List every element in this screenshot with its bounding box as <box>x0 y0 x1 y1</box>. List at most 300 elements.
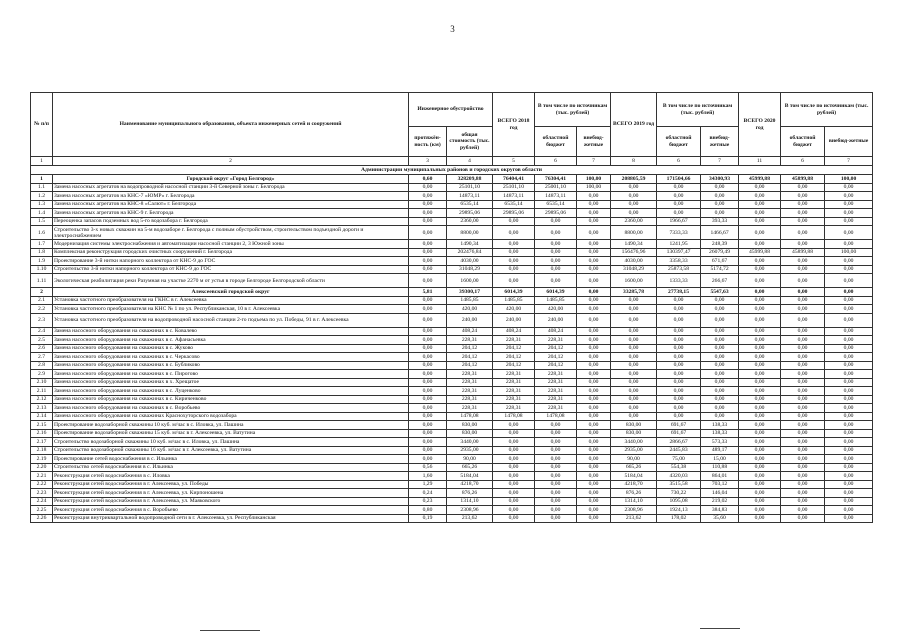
row-value: 0,00 <box>781 192 825 201</box>
row-value: 0,00 <box>409 200 447 209</box>
row-value: 0,00 <box>535 489 577 498</box>
row-value: 0,00 <box>493 226 535 240</box>
row-value: 0,19 <box>409 514 447 523</box>
row-value: 248,39 <box>701 240 739 249</box>
row-value: 26079,49 <box>701 248 739 257</box>
header-regional-2020: областной бюджет <box>781 127 825 157</box>
row-value: 0,00 <box>535 265 577 274</box>
row-name: Замена насосных агрегатов на КНС-7 «ЮМР» г. Белгорода <box>53 192 409 201</box>
row-value: 0,00 <box>611 378 657 387</box>
row-value: 0,00 <box>535 446 577 455</box>
row-value: 90,00 <box>611 455 657 464</box>
row-name: Реконструкция внутриквартальной водопроводной сети в г. Алексеевка, ул. Республиканская <box>53 514 409 523</box>
row-value: 0,00 <box>739 361 781 370</box>
row-value: 0,00 <box>409 336 447 345</box>
row-value: 0,00 <box>739 313 781 327</box>
row-value: 0,00 <box>493 429 535 438</box>
row-value: 228,31 <box>535 395 577 404</box>
row-value: 2935,00 <box>447 446 493 455</box>
row-value: 0,00 <box>739 455 781 464</box>
row-value: 228,31 <box>535 404 577 413</box>
row-value: 0,00 <box>825 353 873 362</box>
row-value: 228,31 <box>447 395 493 404</box>
row-value: 6014,39 <box>493 288 535 297</box>
row-name: Строительство 3-х новых скважин на 5-м водозаборе г. Белгорода с полным обустройством, строительством подъездной дороги и электроснабжением <box>53 226 409 240</box>
table-row <box>31 497 873 506</box>
row-value: 0,00 <box>657 353 701 362</box>
row-value: 0,23 <box>409 497 447 506</box>
row-name: Реконструкция сетей водоснабжения в с. Иловка <box>53 472 409 481</box>
row-value: 0,00 <box>409 183 447 192</box>
row-number: 2.4 <box>31 327 53 336</box>
row-value: 0,00 <box>781 480 825 489</box>
row-value: 0,00 <box>701 344 739 353</box>
row-value: 100,00 <box>825 175 873 184</box>
row-value: 138,33 <box>701 429 739 438</box>
row-value: 0,00 <box>781 257 825 266</box>
row-value: 0,00 <box>739 404 781 413</box>
row-value: 0,00 <box>577 361 611 370</box>
row-value: 0,00 <box>535 257 577 266</box>
row-value: 0,00 <box>781 438 825 447</box>
row-value: 408,24 <box>447 327 493 336</box>
scan-mark <box>700 628 740 629</box>
row-number: 2.22 <box>31 480 53 489</box>
table-row <box>31 209 873 218</box>
row-value: 0,00 <box>701 387 739 396</box>
row-value: 76404,41 <box>493 175 535 184</box>
row-value: 0,00 <box>611 336 657 345</box>
row-value: 27738,15 <box>657 288 701 297</box>
table-row <box>31 463 873 472</box>
row-value: 420,00 <box>535 305 577 314</box>
row-value: 240,00 <box>535 313 577 327</box>
row-value: 0,00 <box>535 480 577 489</box>
row-value: 204,12 <box>535 344 577 353</box>
row-number: 1.1 <box>31 183 53 192</box>
row-value: 0,00 <box>409 344 447 353</box>
row-value: 1,60 <box>409 472 447 481</box>
row-value: 0,00 <box>657 192 701 201</box>
row-value: 0,00 <box>825 404 873 413</box>
row-value: 6535,14 <box>535 200 577 209</box>
row-number: 1.6 <box>31 226 53 240</box>
row-value: 1600,00 <box>447 274 493 288</box>
row-value: 0,00 <box>409 217 447 226</box>
row-value: 0,00 <box>611 412 657 421</box>
header-extra-2020: внебюд-жетные <box>825 127 873 157</box>
row-value: 0,00 <box>825 378 873 387</box>
row-value: 0,00 <box>535 463 577 472</box>
row-value: 6535,14 <box>493 200 535 209</box>
row-value: 0,00 <box>535 240 577 249</box>
header-regional-2018: областной бюджет <box>535 127 577 157</box>
row-value: 0,00 <box>739 429 781 438</box>
row-value: 0,00 <box>493 248 535 257</box>
row-name: Реконструкция сетей водоснабжения в г. Алексеевка, ул. Победы <box>53 480 409 489</box>
row-value: 0,00 <box>657 313 701 327</box>
row-value: 228,31 <box>535 370 577 379</box>
row-value: 0,00 <box>409 404 447 413</box>
row-value: 0,00 <box>577 506 611 515</box>
row-value: 0,00 <box>781 274 825 288</box>
row-value: 0,00 <box>577 192 611 201</box>
row-value: 228,31 <box>447 370 493 379</box>
row-value: 0,00 <box>739 506 781 515</box>
column-index-cell: 7 <box>825 157 873 166</box>
row-value: 0,00 <box>577 455 611 464</box>
row-value: 0,00 <box>701 183 739 192</box>
row-value: 0,00 <box>535 497 577 506</box>
row-value: 0,00 <box>577 370 611 379</box>
row-value: 0,00 <box>781 497 825 506</box>
row-value: 204,12 <box>447 344 493 353</box>
group-row <box>31 288 873 297</box>
row-value: 39300,17 <box>447 288 493 297</box>
row-number: 2.5 <box>31 336 53 345</box>
row-value: 2360,00 <box>611 217 657 226</box>
row-value: 0,00 <box>701 200 739 209</box>
row-value: 0,00 <box>611 395 657 404</box>
row-value: 0,00 <box>657 361 701 370</box>
row-value: 0,00 <box>739 200 781 209</box>
row-value: 228,31 <box>447 336 493 345</box>
row-value: 0,00 <box>657 378 701 387</box>
row-value: 0,00 <box>701 305 739 314</box>
header-sources-2019: В том числе по источникам (тыс. рублей) <box>657 93 739 127</box>
table-row <box>31 455 873 464</box>
row-value: 0,00 <box>535 455 577 464</box>
row-name: Замена насосного оборудования на скважинах в х. Хрещатое <box>53 378 409 387</box>
row-value: 420,00 <box>493 305 535 314</box>
row-value: 0,00 <box>781 288 825 297</box>
row-value: 0,00 <box>701 209 739 218</box>
row-value: 208805,59 <box>611 175 657 184</box>
row-value: 0,00 <box>781 370 825 379</box>
row-value: 0,00 <box>409 446 447 455</box>
row-value: 171504,66 <box>657 175 701 184</box>
row-value: 14873,11 <box>493 192 535 201</box>
row-value: 146,04 <box>701 489 739 498</box>
row-value: 0,00 <box>739 344 781 353</box>
row-value: 0,00 <box>657 296 701 305</box>
row-value: 1314,10 <box>447 497 493 506</box>
column-index-cell: 7 <box>701 157 739 166</box>
row-value: 0,00 <box>493 514 535 523</box>
row-value: 29895,06 <box>535 209 577 218</box>
row-number: 2.13 <box>31 404 53 413</box>
row-value: 0,00 <box>825 327 873 336</box>
row-number: 2.15 <box>31 421 53 430</box>
row-value: 0,00 <box>535 421 577 430</box>
row-value: 0,00 <box>611 305 657 314</box>
table-row <box>31 387 873 396</box>
row-name: Реконструкция сетей водоснабжения в г. Алексеевка, ул. Кирпоношена <box>53 489 409 498</box>
table-row <box>31 296 873 305</box>
row-value: 14873,11 <box>535 192 577 201</box>
row-value: 665,26 <box>447 463 493 472</box>
row-value: 25101,10 <box>447 183 493 192</box>
row-value: 0,00 <box>781 209 825 218</box>
row-value: 0,00 <box>577 387 611 396</box>
row-value: 0,00 <box>825 361 873 370</box>
row-value: 213,62 <box>611 514 657 523</box>
row-value: 0,00 <box>781 455 825 464</box>
row-number: 2.16 <box>31 429 53 438</box>
group-row <box>31 175 873 184</box>
row-value: 0,00 <box>781 387 825 396</box>
row-value: 0,00 <box>825 463 873 472</box>
row-value: 0,00 <box>611 404 657 413</box>
row-value: 45899,88 <box>781 248 825 257</box>
row-value: 3440,00 <box>447 438 493 447</box>
row-number: 2.8 <box>31 361 53 370</box>
header-extra-2019: внебюд-жетные <box>701 127 739 157</box>
row-name: Замена насосного оборудования на скважинах в с. Жуково <box>53 344 409 353</box>
row-value: 0,00 <box>409 209 447 218</box>
row-value: 0,00 <box>781 344 825 353</box>
row-number: 2.9 <box>31 370 53 379</box>
row-value: 0,00 <box>577 209 611 218</box>
row-value: 228,31 <box>493 378 535 387</box>
row-value: 0,00 <box>409 370 447 379</box>
row-value: 0,00 <box>781 296 825 305</box>
row-value: 0,00 <box>409 395 447 404</box>
row-value: 228,31 <box>493 395 535 404</box>
row-value: 5184,04 <box>611 472 657 481</box>
row-value: 0,56 <box>409 463 447 472</box>
row-value: 266,67 <box>701 274 739 288</box>
table-row <box>31 183 873 192</box>
row-value: 3358,33 <box>657 257 701 266</box>
row-value: 100,00 <box>577 175 611 184</box>
row-value: 0,00 <box>657 209 701 218</box>
row-value: 0,00 <box>577 404 611 413</box>
row-value: 0,00 <box>409 257 447 266</box>
row-value: 0,00 <box>657 305 701 314</box>
column-index-cell: 1 <box>31 157 53 166</box>
row-value: 0,00 <box>409 455 447 464</box>
row-value: 0,00 <box>535 472 577 481</box>
row-number: 1.11 <box>31 274 53 288</box>
row-value: 0,00 <box>409 248 447 257</box>
row-value: 408,24 <box>535 327 577 336</box>
row-value: 0,00 <box>701 395 739 404</box>
row-name: Проектирование водозаборной скважины 10 куб. м/час в с. Иловка, ул. Пашина <box>53 421 409 430</box>
table-row <box>31 353 873 362</box>
row-number: 2.6 <box>31 344 53 353</box>
row-value: 138,33 <box>701 421 739 430</box>
table-row <box>31 265 873 274</box>
row-name: Реконструкция сетей водоснабжения в г. Алексеевка, ул. Маяковского <box>53 497 409 506</box>
row-value: 0,00 <box>781 353 825 362</box>
row-value: 0,00 <box>781 446 825 455</box>
row-value: 0,00 <box>825 344 873 353</box>
row-value: 8800,00 <box>611 226 657 240</box>
row-value: 0,00 <box>825 257 873 266</box>
row-value: 0,00 <box>739 472 781 481</box>
row-value: 0,00 <box>781 421 825 430</box>
row-value: 228,31 <box>493 404 535 413</box>
row-value: 0,00 <box>701 370 739 379</box>
row-value: 202476,84 <box>447 248 493 257</box>
row-value: 0,00 <box>739 257 781 266</box>
row-value: 0,00 <box>825 489 873 498</box>
row-value: 0,00 <box>577 395 611 404</box>
row-value: 6014,39 <box>535 288 577 297</box>
row-value: 1924,13 <box>657 506 701 515</box>
row-value: 228,31 <box>493 370 535 379</box>
row-number: 2.11 <box>31 387 53 396</box>
row-number: 2.24 <box>31 497 53 506</box>
row-value: 0,00 <box>739 305 781 314</box>
row-value: 0,00 <box>577 489 611 498</box>
table-row <box>31 412 873 421</box>
column-index-cell: 2 <box>53 157 409 166</box>
column-index-cell: 6 <box>657 157 701 166</box>
row-value: 0,00 <box>535 274 577 288</box>
row-value: 0,00 <box>825 288 873 297</box>
row-value: 328209,88 <box>447 175 493 184</box>
row-value: 3440,00 <box>611 438 657 447</box>
header-name: Наименование муниципального образования, объекта инженерных сетей и сооружений <box>53 93 409 157</box>
row-name: Замена насосного оборудования на скважинах в с. Кириченково <box>53 395 409 404</box>
row-value: 0,00 <box>825 455 873 464</box>
row-value: 0,60 <box>409 175 447 184</box>
row-value: 0,00 <box>657 412 701 421</box>
investment-table <box>30 92 873 523</box>
row-value: 0,00 <box>577 248 611 257</box>
row-name: Замена насосного оборудования на скважинах в с. Ковалево <box>53 327 409 336</box>
row-name: Проектирование сетей водоснабжения в с. Ильинка <box>53 455 409 464</box>
row-value: 4218,70 <box>447 480 493 489</box>
row-value: 2308,96 <box>447 506 493 515</box>
column-index-cell: 5 <box>493 157 535 166</box>
row-value: 830,00 <box>447 421 493 430</box>
row-value: 0,00 <box>701 327 739 336</box>
row-value: 0,00 <box>409 353 447 362</box>
row-value: 15,00 <box>701 455 739 464</box>
row-value: 0,00 <box>577 429 611 438</box>
header-sources-2020: В том числе по источникам (тыс. рублей) <box>781 93 873 127</box>
row-value: 0,00 <box>577 305 611 314</box>
row-value: 0,00 <box>781 404 825 413</box>
table-row <box>31 438 873 447</box>
row-value: 0,00 <box>781 395 825 404</box>
row-name: Алексеевский городской округ <box>53 288 409 297</box>
row-value: 0,00 <box>611 353 657 362</box>
row-value: 0,00 <box>611 387 657 396</box>
row-value: 0,00 <box>739 226 781 240</box>
row-value: 0,00 <box>739 217 781 226</box>
row-value: 45899,88 <box>781 175 825 184</box>
row-value: 90,00 <box>447 455 493 464</box>
row-value: 0,00 <box>493 240 535 249</box>
row-value: 0,00 <box>493 472 535 481</box>
row-name: Строительство 3-й нитки напорного коллектора от КНС-9 до ГОС <box>53 265 409 274</box>
row-value: 0,00 <box>781 327 825 336</box>
row-value: 0,00 <box>535 429 577 438</box>
row-value: 0,00 <box>739 192 781 201</box>
row-value: 204,12 <box>493 344 535 353</box>
table-row <box>31 446 873 455</box>
row-value: 1466,67 <box>701 226 739 240</box>
row-value: 0,00 <box>493 463 535 472</box>
column-index-cell: 8 <box>611 157 657 166</box>
row-value: 0,00 <box>577 217 611 226</box>
row-value: 1485,85 <box>493 296 535 305</box>
row-value: 0,60 <box>409 265 447 274</box>
row-value: 830,00 <box>611 421 657 430</box>
page-number: 3 <box>450 24 455 34</box>
row-value: 0,00 <box>739 438 781 447</box>
row-value: 0,00 <box>577 336 611 345</box>
row-number: 2.23 <box>31 489 53 498</box>
row-number: 1.5 <box>31 217 53 226</box>
row-value: 0,00 <box>577 240 611 249</box>
row-value: 0,00 <box>781 305 825 314</box>
row-value: 0,00 <box>781 489 825 498</box>
row-value: 0,00 <box>825 472 873 481</box>
row-value: 0,00 <box>611 200 657 209</box>
row-value: 0,00 <box>409 421 447 430</box>
row-value: 0,00 <box>825 192 873 201</box>
header-total-2018: ВСЕГО 2018 год <box>493 93 535 157</box>
row-value: 0,00 <box>701 412 739 421</box>
row-value: 2935,00 <box>611 446 657 455</box>
row-value: 25873,58 <box>657 265 701 274</box>
row-value: 573,33 <box>701 438 739 447</box>
row-value: 0,00 <box>577 472 611 481</box>
row-value: 0,00 <box>825 209 873 218</box>
column-index-cell: 7 <box>577 157 611 166</box>
row-value: 864,01 <box>701 472 739 481</box>
row-value: 31048,29 <box>447 265 493 274</box>
row-value: 0,00 <box>577 353 611 362</box>
table-row <box>31 378 873 387</box>
row-value: 0,00 <box>739 274 781 288</box>
row-value: 0,00 <box>825 421 873 430</box>
row-value: 2308,96 <box>611 506 657 515</box>
row-value: 0,00 <box>739 209 781 218</box>
row-value: 0,00 <box>657 327 701 336</box>
row-value: 1490,34 <box>447 240 493 249</box>
table-row <box>31 192 873 201</box>
row-value: 0,00 <box>535 226 577 240</box>
row-number: 1.9 <box>31 257 53 266</box>
row-value: 204,12 <box>493 361 535 370</box>
row-name: Реконструкция сетей водоснабжения в с. Воробьево <box>53 506 409 515</box>
row-value: 0,00 <box>409 387 447 396</box>
row-value: 0,00 <box>409 192 447 201</box>
row-value: 0,00 <box>701 361 739 370</box>
row-value: 0,00 <box>701 296 739 305</box>
row-value: 0,00 <box>577 463 611 472</box>
table-row <box>31 361 873 370</box>
row-value: 2360,00 <box>447 217 493 226</box>
row-number: 2.1 <box>31 296 53 305</box>
row-name: Экологическая реабилитация реки Разумная на участке 2270 м от устья в городе Белгороде Белгородской области <box>53 274 409 288</box>
table-row <box>31 200 873 209</box>
row-value: 0,00 <box>577 378 611 387</box>
row-number: 1.2 <box>31 192 53 201</box>
row-value: 0,00 <box>535 506 577 515</box>
table-row <box>31 489 873 498</box>
table-row <box>31 472 873 481</box>
row-number: 2.17 <box>31 438 53 447</box>
row-value: 0,00 <box>611 344 657 353</box>
row-name: Замена насосного оборудования на скважинах в с. Пирогово <box>53 370 409 379</box>
